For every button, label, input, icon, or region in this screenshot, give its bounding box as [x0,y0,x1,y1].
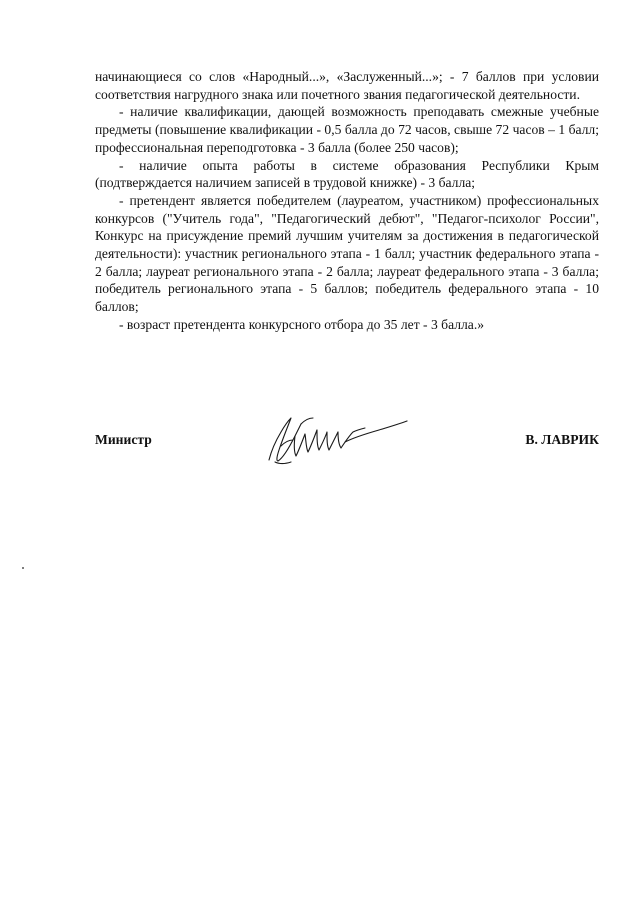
signatory-name: В. ЛАВРИК [525,432,599,447]
signature-block [95,430,599,470]
paragraph-work-experience: - наличие опыта работы в системе образования Республики Крым (подтверждается наличием записей в трудовой книжке) - 3 балла; [95,157,599,191]
paragraph-age: - возраст претендента конкурсного отбора до 35 лет - 3 балла.» [119,316,485,332]
document-body [95,68,599,334]
paragraph-qualification: - наличие квалификации, дающей возможность преподавать смежные учебные предметы (повышение квалификации - 0,5 балла до 72 часов, свыше 72 часов – 1 балл; профессиональная переподготовка - 3 балла (более 250 часов); [95,104,599,155]
paragraph-award-continuation: начинающиеся со слов «Народный...», «Заслуженный...»; - 7 баллов при условии соответствия нагрудного знака или почетного звания педагогической деятельности. [95,69,599,102]
signatory-title: Министр [95,432,152,447]
stray-dot [22,567,24,569]
paragraph-contests: - претендент является победителем (лауреатом, участником) профессиональных конкурсов ("Учитель года", "Педагогический дебют", "Педагог-психолог России", Конкурс на присуждение премий лучшим учителям за достижения в педагогической деятельности): участник регионального этапа - 1 балл; участник федерального этапа - 2 балла; лауреат регионального этапа - 2 балла; лауреат федерального этапа - 3 балла; победитель регионального этапа - 5 баллов; победитель федерального этапа - 10 баллов; [95,192,599,315]
handwritten-signature [261,406,411,466]
